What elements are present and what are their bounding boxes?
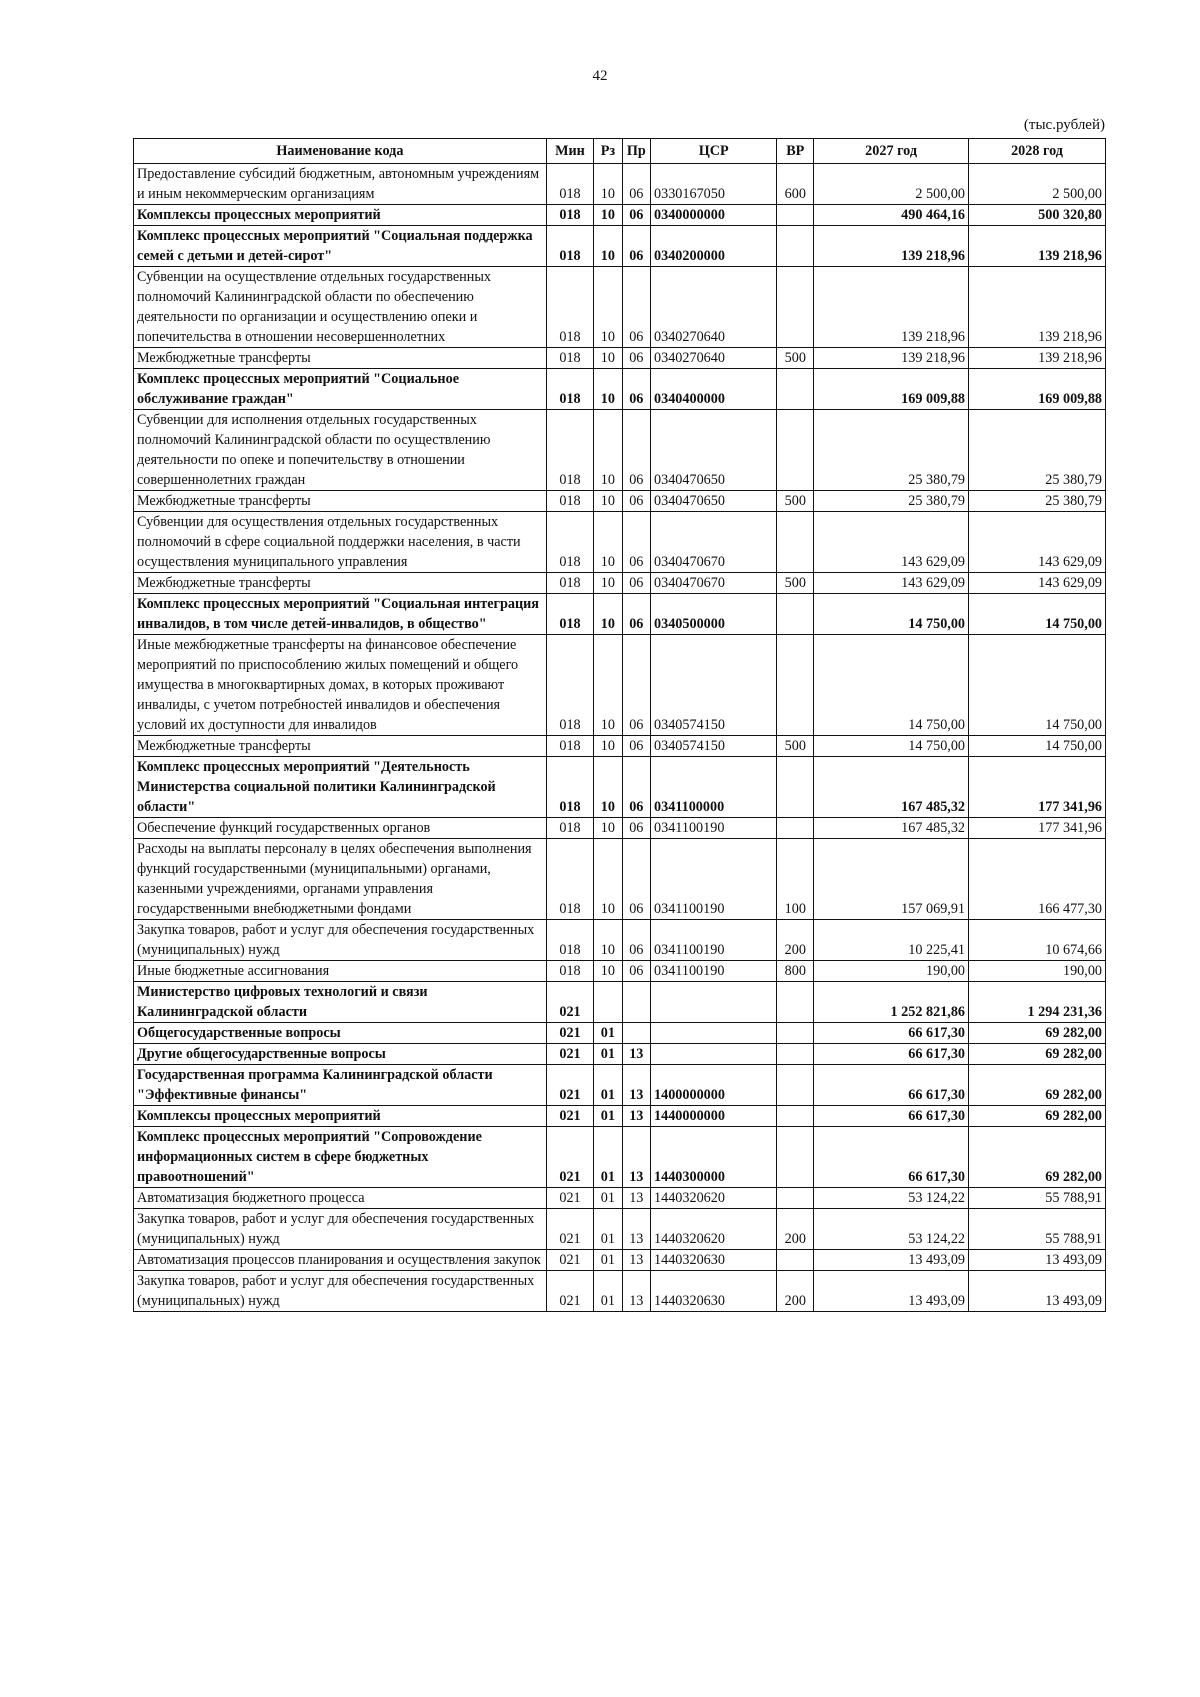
cell-name: Иные межбюджетные трансферты на финансовое обеспечение мероприятий по приспособлению жилых помещений и общего имущества в многоквартирных домах, в которых проживают инвалиды, с учетом потребностей инвалидов и обеспечения условий их доступности для инвалидов	[134, 635, 547, 736]
cell-min: 018	[546, 348, 593, 369]
cell-vr	[777, 410, 814, 491]
cell-vr	[777, 1065, 814, 1106]
table-row	[134, 512, 1106, 573]
cell-min: 018	[546, 512, 593, 573]
cell-pr: 06	[622, 491, 650, 512]
cell-vr: 500	[777, 348, 814, 369]
table-row	[134, 410, 1106, 491]
cell-pr: 13	[622, 1188, 650, 1209]
cell-csr: 0341100190	[651, 920, 777, 961]
cell-2028: 169 009,88	[969, 369, 1106, 410]
cell-vr	[777, 982, 814, 1023]
cell-csr: 1440320630	[651, 1271, 777, 1312]
cell-rz: 10	[594, 512, 622, 573]
cell-vr	[777, 205, 814, 226]
cell-vr: 100	[777, 839, 814, 920]
cell-2028: 14 750,00	[969, 736, 1106, 757]
cell-csr: 1440320630	[651, 1250, 777, 1271]
cell-rz: 01	[594, 1127, 622, 1188]
table-body	[134, 164, 1106, 1312]
cell-2028: 69 282,00	[969, 1023, 1106, 1044]
cell-2028: 190,00	[969, 961, 1106, 982]
cell-min: 018	[546, 164, 593, 205]
table-row	[134, 1023, 1106, 1044]
cell-vr: 200	[777, 920, 814, 961]
table-row	[134, 1271, 1106, 1312]
header-csr: ЦСР	[651, 139, 777, 164]
cell-2027: 14 750,00	[814, 594, 969, 635]
table-row	[134, 491, 1106, 512]
cell-pr: 06	[622, 736, 650, 757]
cell-pr: 06	[622, 818, 650, 839]
cell-csr: 0340470670	[651, 512, 777, 573]
cell-2028: 177 341,96	[969, 757, 1106, 818]
cell-2027: 66 617,30	[814, 1065, 969, 1106]
cell-name: Расходы на выплаты персоналу в целях обеспечения выполнения функций государственными (муниципальными) органами, казенными учреждениями, органами управления государственными внебюджетными фондами	[134, 839, 547, 920]
cell-2028: 13 493,09	[969, 1250, 1106, 1271]
cell-name: Субвенции для осуществления отдельных государственных полномочий в сфере социальной поддержки населения, в части осуществления муниципального управления	[134, 512, 547, 573]
header-vr: ВР	[777, 139, 814, 164]
cell-name: Комплекс процессных мероприятий "Социальная поддержка семей с детьми и детей-сирот"	[134, 226, 547, 267]
cell-min: 021	[546, 1106, 593, 1127]
cell-vr	[777, 635, 814, 736]
cell-min: 021	[546, 982, 593, 1023]
cell-min: 018	[546, 839, 593, 920]
cell-name: Иные бюджетные ассигнования	[134, 961, 547, 982]
cell-min: 018	[546, 205, 593, 226]
cell-2028: 1 294 231,36	[969, 982, 1106, 1023]
cell-pr: 06	[622, 961, 650, 982]
cell-2027: 490 464,16	[814, 205, 969, 226]
cell-csr: 1440300000	[651, 1127, 777, 1188]
table-row	[134, 226, 1106, 267]
cell-name: Закупка товаров, работ и услуг для обеспечения государственных (муниципальных) нужд	[134, 1271, 547, 1312]
cell-csr: 0340470650	[651, 491, 777, 512]
cell-min: 021	[546, 1127, 593, 1188]
cell-vr	[777, 267, 814, 348]
cell-2027: 53 124,22	[814, 1209, 969, 1250]
cell-vr	[777, 369, 814, 410]
cell-min: 018	[546, 961, 593, 982]
cell-rz: 01	[594, 1188, 622, 1209]
table-row	[134, 164, 1106, 205]
cell-2028: 69 282,00	[969, 1106, 1106, 1127]
cell-min: 021	[546, 1250, 593, 1271]
cell-csr: 0341100000	[651, 757, 777, 818]
table-row	[134, 961, 1106, 982]
cell-2027: 14 750,00	[814, 635, 969, 736]
cell-min: 021	[546, 1209, 593, 1250]
header-name: Наименование кода	[134, 139, 547, 164]
cell-vr	[777, 512, 814, 573]
budget-table	[133, 138, 1106, 1312]
header-rz: Рз	[594, 139, 622, 164]
cell-min: 018	[546, 920, 593, 961]
cell-vr: 600	[777, 164, 814, 205]
cell-csr: 1440320620	[651, 1209, 777, 1250]
cell-pr: 06	[622, 920, 650, 961]
cell-vr	[777, 1023, 814, 1044]
cell-2028: 139 218,96	[969, 226, 1106, 267]
cell-pr	[622, 982, 650, 1023]
table-row	[134, 267, 1106, 348]
cell-rz: 01	[594, 1023, 622, 1044]
cell-csr: 0340400000	[651, 369, 777, 410]
cell-csr: 0340270640	[651, 348, 777, 369]
cell-vr	[777, 1044, 814, 1065]
cell-2027: 139 218,96	[814, 267, 969, 348]
cell-name: Комплекс процессных мероприятий "Деятельность Министерства социальной политики Калининградской области"	[134, 757, 547, 818]
cell-pr: 13	[622, 1106, 650, 1127]
cell-name: Общегосударственные вопросы	[134, 1023, 547, 1044]
cell-pr: 06	[622, 512, 650, 573]
page-number: 42	[592, 68, 608, 84]
cell-min: 018	[546, 491, 593, 512]
cell-vr: 200	[777, 1271, 814, 1312]
header-min: Мин	[546, 139, 593, 164]
cell-pr: 06	[622, 594, 650, 635]
cell-2028: 25 380,79	[969, 410, 1106, 491]
cell-2027: 139 218,96	[814, 226, 969, 267]
cell-rz: 10	[594, 410, 622, 491]
cell-pr: 06	[622, 226, 650, 267]
cell-csr: 0340200000	[651, 226, 777, 267]
cell-2028: 55 788,91	[969, 1209, 1106, 1250]
cell-name: Субвенции на осуществление отдельных государственных полномочий Калининградской области по обеспечению деятельности по организации и осуществлению опеки и попечительства в отношении несовершеннолетних	[134, 267, 547, 348]
cell-2028: 69 282,00	[969, 1044, 1106, 1065]
table-row	[134, 573, 1106, 594]
cell-2028: 69 282,00	[969, 1065, 1106, 1106]
cell-2027: 143 629,09	[814, 512, 969, 573]
cell-2027: 66 617,30	[814, 1127, 969, 1188]
table-row	[134, 982, 1106, 1023]
cell-min: 021	[546, 1044, 593, 1065]
cell-2027: 169 009,88	[814, 369, 969, 410]
cell-rz: 10	[594, 736, 622, 757]
cell-name: Автоматизация процессов планирования и осуществления закупок	[134, 1250, 547, 1271]
cell-csr: 0341100190	[651, 818, 777, 839]
cell-vr: 800	[777, 961, 814, 982]
cell-vr	[777, 1106, 814, 1127]
header-2027: 2027 год	[814, 139, 969, 164]
cell-rz: 10	[594, 757, 622, 818]
cell-name: Межбюджетные трансферты	[134, 573, 547, 594]
table-row	[134, 1188, 1106, 1209]
cell-name: Закупка товаров, работ и услуг для обеспечения государственных (муниципальных) нужд	[134, 920, 547, 961]
cell-2028: 166 477,30	[969, 839, 1106, 920]
cell-2027: 66 617,30	[814, 1044, 969, 1065]
cell-pr: 06	[622, 573, 650, 594]
cell-2028: 13 493,09	[969, 1271, 1106, 1312]
cell-csr: 0340500000	[651, 594, 777, 635]
cell-rz: 01	[594, 1044, 622, 1065]
header-2028: 2028 год	[969, 139, 1106, 164]
cell-2028: 55 788,91	[969, 1188, 1106, 1209]
cell-csr: 0341100190	[651, 839, 777, 920]
cell-rz	[594, 982, 622, 1023]
cell-pr: 13	[622, 1250, 650, 1271]
cell-csr: 0340470650	[651, 410, 777, 491]
cell-name: Межбюджетные трансферты	[134, 491, 547, 512]
cell-name: Закупка товаров, работ и услуг для обеспечения государственных (муниципальных) нужд	[134, 1209, 547, 1250]
cell-name: Государственная программа Калининградской области "Эффективные финансы"	[134, 1065, 547, 1106]
cell-min: 018	[546, 736, 593, 757]
cell-vr	[777, 818, 814, 839]
cell-min: 018	[546, 818, 593, 839]
cell-2027: 66 617,30	[814, 1106, 969, 1127]
cell-rz: 10	[594, 226, 622, 267]
cell-vr	[777, 1188, 814, 1209]
table-row	[134, 1127, 1106, 1188]
cell-pr: 13	[622, 1044, 650, 1065]
cell-name: Субвенции для исполнения отдельных государственных полномочий Калининградской области по осуществлению деятельности по опеке и попечительству в отношении совершеннолетних граждан	[134, 410, 547, 491]
cell-pr	[622, 1023, 650, 1044]
cell-csr	[651, 982, 777, 1023]
cell-2028: 2 500,00	[969, 164, 1106, 205]
table-row	[134, 348, 1106, 369]
cell-2028: 14 750,00	[969, 594, 1106, 635]
cell-rz: 10	[594, 491, 622, 512]
cell-rz: 10	[594, 594, 622, 635]
cell-name: Министерство цифровых технологий и связи Калининградской области	[134, 982, 547, 1023]
cell-name: Межбюджетные трансферты	[134, 348, 547, 369]
cell-vr: 500	[777, 573, 814, 594]
cell-name: Комплексы процессных мероприятий	[134, 205, 547, 226]
cell-pr: 06	[622, 205, 650, 226]
table-header-row	[134, 139, 1106, 164]
cell-pr: 06	[622, 267, 650, 348]
cell-pr: 13	[622, 1271, 650, 1312]
cell-2027: 25 380,79	[814, 410, 969, 491]
cell-rz: 10	[594, 818, 622, 839]
cell-min: 018	[546, 594, 593, 635]
cell-pr: 13	[622, 1065, 650, 1106]
cell-vr: 200	[777, 1209, 814, 1250]
cell-pr: 06	[622, 757, 650, 818]
cell-2027: 2 500,00	[814, 164, 969, 205]
cell-rz: 10	[594, 839, 622, 920]
cell-2028: 10 674,66	[969, 920, 1106, 961]
cell-pr: 06	[622, 410, 650, 491]
cell-rz: 10	[594, 920, 622, 961]
cell-rz: 10	[594, 573, 622, 594]
cell-2027: 53 124,22	[814, 1188, 969, 1209]
table-row	[134, 1044, 1106, 1065]
units-label: (тыс.рублей)	[1023, 117, 1105, 133]
cell-csr: 1400000000	[651, 1065, 777, 1106]
cell-name: Межбюджетные трансферты	[134, 736, 547, 757]
cell-csr: 0340270640	[651, 267, 777, 348]
cell-2027: 13 493,09	[814, 1250, 969, 1271]
cell-csr	[651, 1044, 777, 1065]
table-row	[134, 920, 1106, 961]
table-row	[134, 1209, 1106, 1250]
cell-rz: 01	[594, 1209, 622, 1250]
cell-min: 018	[546, 267, 593, 348]
cell-vr	[777, 594, 814, 635]
cell-rz: 10	[594, 369, 622, 410]
table-row	[134, 1065, 1106, 1106]
cell-vr	[777, 1127, 814, 1188]
cell-vr	[777, 1250, 814, 1271]
cell-pr: 06	[622, 348, 650, 369]
cell-name: Комплекс процессных мероприятий "Социальная интеграция инвалидов, в том числе детей-инвалидов, в общество"	[134, 594, 547, 635]
cell-rz: 10	[594, 635, 622, 736]
cell-min: 018	[546, 573, 593, 594]
cell-2028: 500 320,80	[969, 205, 1106, 226]
cell-2027: 139 218,96	[814, 348, 969, 369]
cell-name: Предоставление субсидий бюджетным, автономным учреждениям и иным некоммерческим организациям	[134, 164, 547, 205]
cell-csr: 0340000000	[651, 205, 777, 226]
cell-2028: 139 218,96	[969, 348, 1106, 369]
cell-2027: 143 629,09	[814, 573, 969, 594]
cell-rz: 01	[594, 1106, 622, 1127]
table-row	[134, 1250, 1106, 1271]
cell-2027: 167 485,32	[814, 818, 969, 839]
table-row	[134, 635, 1106, 736]
cell-2028: 69 282,00	[969, 1127, 1106, 1188]
table-row	[134, 205, 1106, 226]
cell-2028: 143 629,09	[969, 512, 1106, 573]
cell-name: Комплекс процессных мероприятий "Сопровождение информационных систем в сфере бюджетных правоотношений"	[134, 1127, 547, 1188]
table-row	[134, 818, 1106, 839]
cell-csr: 0341100190	[651, 961, 777, 982]
cell-2027: 190,00	[814, 961, 969, 982]
cell-pr: 06	[622, 164, 650, 205]
cell-csr: 1440320620	[651, 1188, 777, 1209]
cell-name: Обеспечение функций государственных органов	[134, 818, 547, 839]
cell-2027: 1 252 821,86	[814, 982, 969, 1023]
cell-vr	[777, 757, 814, 818]
cell-pr: 13	[622, 1209, 650, 1250]
cell-2027: 66 617,30	[814, 1023, 969, 1044]
table-row	[134, 369, 1106, 410]
cell-2028: 143 629,09	[969, 573, 1106, 594]
cell-csr: 1440000000	[651, 1106, 777, 1127]
cell-rz: 01	[594, 1065, 622, 1106]
cell-2027: 25 380,79	[814, 491, 969, 512]
table-row	[134, 736, 1106, 757]
cell-min: 021	[546, 1188, 593, 1209]
cell-vr: 500	[777, 491, 814, 512]
cell-pr: 06	[622, 839, 650, 920]
cell-csr: 0340470670	[651, 573, 777, 594]
cell-2027: 167 485,32	[814, 757, 969, 818]
cell-rz: 10	[594, 164, 622, 205]
cell-2028: 14 750,00	[969, 635, 1106, 736]
table-row	[134, 1106, 1106, 1127]
cell-name: Другие общегосударственные вопросы	[134, 1044, 547, 1065]
table-row	[134, 594, 1106, 635]
cell-min: 018	[546, 226, 593, 267]
cell-2027: 10 225,41	[814, 920, 969, 961]
cell-name: Комплекс процессных мероприятий "Социальное обслуживание граждан"	[134, 369, 547, 410]
cell-vr	[777, 226, 814, 267]
cell-rz: 01	[594, 1250, 622, 1271]
cell-csr	[651, 1023, 777, 1044]
cell-rz: 10	[594, 205, 622, 226]
header-pr: Пр	[622, 139, 650, 164]
cell-2027: 157 069,91	[814, 839, 969, 920]
cell-pr: 06	[622, 369, 650, 410]
cell-pr: 13	[622, 1127, 650, 1188]
cell-min: 021	[546, 1271, 593, 1312]
cell-min: 018	[546, 369, 593, 410]
cell-2027: 13 493,09	[814, 1271, 969, 1312]
table-row	[134, 839, 1106, 920]
cell-2028: 177 341,96	[969, 818, 1106, 839]
cell-min: 021	[546, 1023, 593, 1044]
cell-vr: 500	[777, 736, 814, 757]
cell-csr: 0330167050	[651, 164, 777, 205]
cell-rz: 10	[594, 961, 622, 982]
cell-min: 018	[546, 635, 593, 736]
cell-2028: 139 218,96	[969, 267, 1106, 348]
cell-2027: 14 750,00	[814, 736, 969, 757]
cell-pr: 06	[622, 635, 650, 736]
cell-2028: 25 380,79	[969, 491, 1106, 512]
cell-min: 021	[546, 1065, 593, 1106]
cell-name: Автоматизация бюджетного процесса	[134, 1188, 547, 1209]
cell-csr: 0340574150	[651, 736, 777, 757]
cell-min: 018	[546, 757, 593, 818]
table-row	[134, 757, 1106, 818]
cell-name: Комплексы процессных мероприятий	[134, 1106, 547, 1127]
cell-rz: 10	[594, 267, 622, 348]
cell-csr: 0340574150	[651, 635, 777, 736]
cell-rz: 01	[594, 1271, 622, 1312]
cell-min: 018	[546, 410, 593, 491]
cell-rz: 10	[594, 348, 622, 369]
